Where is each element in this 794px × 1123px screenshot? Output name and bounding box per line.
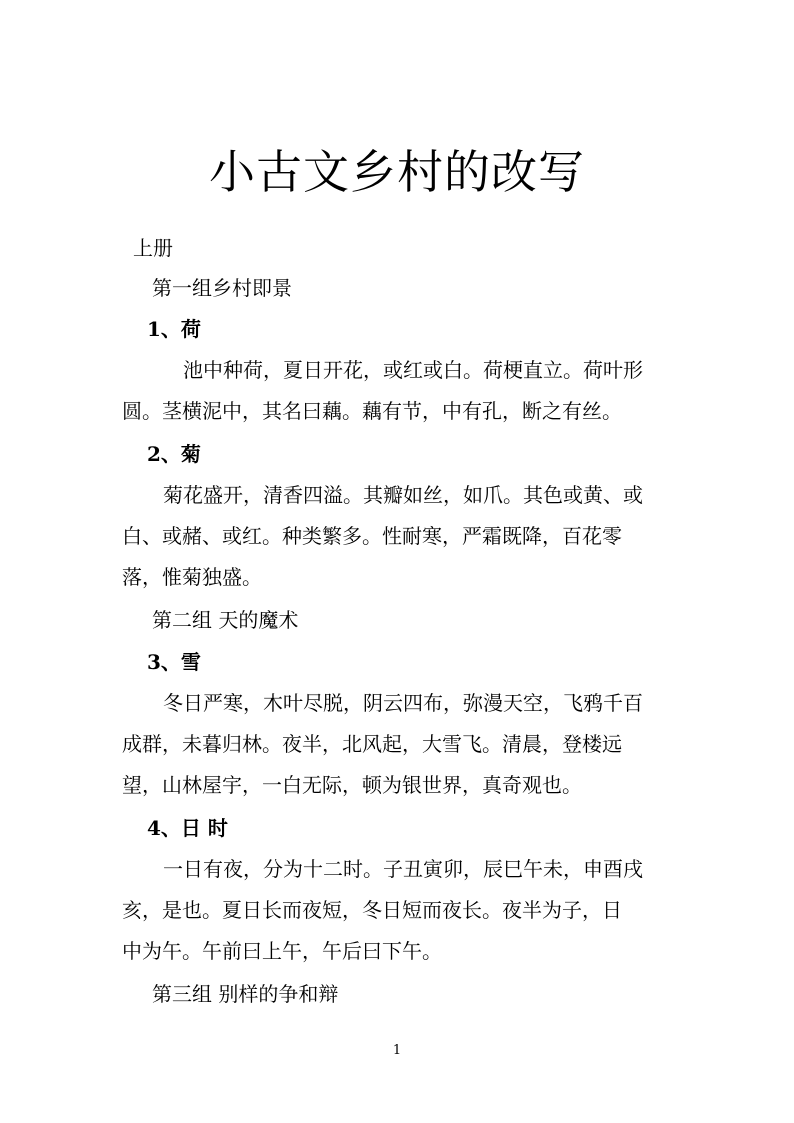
section-heading: 3、雪: [147, 650, 201, 674]
group-heading: 第二组 天的魔术: [152, 608, 299, 632]
paragraph-line: 亥，是也。夏日长而夜短，冬日短而夜长。夜半为子，日: [122, 898, 622, 922]
group-heading: 第三组 别样的争和辩: [152, 982, 339, 1006]
paragraph-line: 中为午。午前曰上午，午后曰下午。: [122, 939, 442, 963]
document-title: 小古文乡村的改写: [209, 145, 585, 199]
paragraph-line: 圆。茎横泥中，其名曰藕。藕有节，中有孔，断之有丝。: [122, 399, 622, 423]
section-heading: 4、日 时: [147, 816, 228, 840]
paragraph-line: 落，惟菊独盛。: [122, 565, 262, 589]
paragraph-line: 菊花盛开，清香四溢。其瓣如丝，如爪。其色或黄、或: [163, 483, 643, 507]
paragraph-line: 白、或赭、或红。种类繁多。性耐寒，严霜既降，百花零: [122, 524, 622, 548]
paragraph-line: 池中种荷，夏日开花，或红或白。荷梗直立。荷叶形: [183, 358, 643, 382]
section-heading: 1、荷: [147, 317, 201, 341]
paragraph-line: 成群，未暮归林。夜半，北风起，大雪飞。清晨，登楼远: [122, 732, 622, 756]
page-number: 1: [392, 1043, 402, 1058]
paragraph-line: 望，山林屋宇，一白无际，顿为银世界，真奇观也。: [122, 773, 582, 797]
section-heading: 2、菊: [147, 442, 201, 466]
volume-label: 上册: [133, 236, 173, 260]
paragraph-line: 一日有夜，分为十二时。子丑寅卯，辰巳午未，申酉戌: [163, 857, 643, 881]
group-heading: 第一组乡村即景: [152, 276, 292, 300]
paragraph-line: 冬日严寒，木叶尽脱，阴云四布，弥漫天空，飞鸦千百: [163, 691, 643, 715]
